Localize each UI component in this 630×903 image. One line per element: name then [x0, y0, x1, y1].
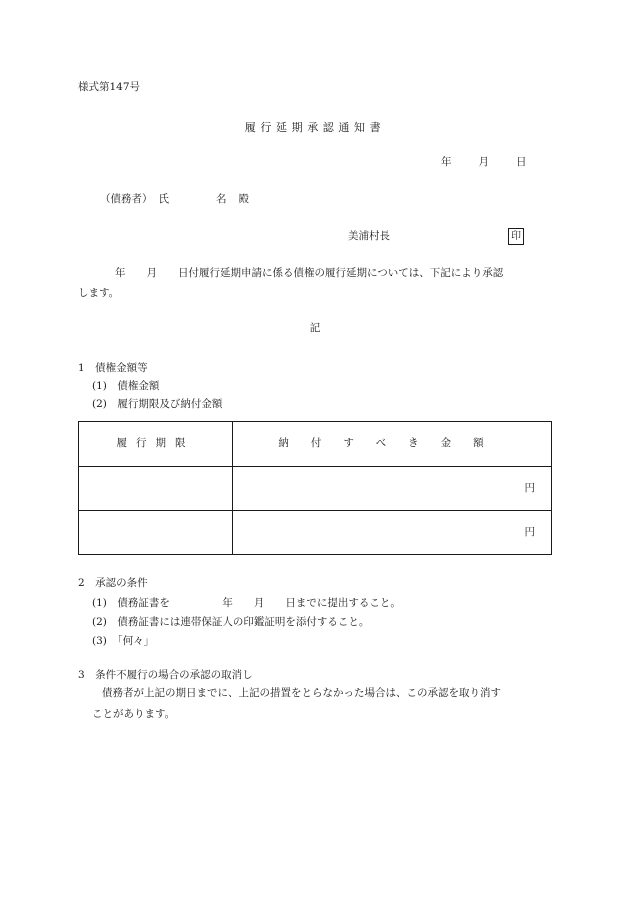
body-text-line-1: 年 月 日付履行延期申請に係る債権の履行延期については、下記により承認	[115, 267, 504, 279]
addressee-label: （債務者）	[100, 193, 153, 205]
body-text-line-2: します。	[78, 287, 120, 299]
date-day: 日	[516, 156, 527, 168]
table-header-deadline: 履行期限	[116, 437, 195, 449]
section-2-item-1: (1) 債務証書を 年 月 日までに提出すること。	[92, 597, 401, 609]
table-row-1-yen: 円	[524, 482, 535, 494]
table-header-amount: 納付すべき金額	[278, 437, 506, 449]
addressee-dono: 殿	[238, 193, 249, 205]
section-1-heading: 1 債権金額等	[78, 362, 148, 374]
seal-mark: 印	[508, 228, 524, 245]
addressee-line	[100, 194, 249, 205]
section-3-text-line-1: 債務者が上記の期日までに、上記の措置をとらなかった場合は、この承認を取り消す	[102, 687, 501, 699]
section-3-text-line-2: ことがあります。	[92, 708, 176, 720]
addressee-mei: 名	[216, 193, 227, 205]
ki-heading: 記	[309, 322, 321, 334]
date-year: 年	[441, 156, 452, 168]
document-title: 履行延期承認通知書	[244, 121, 386, 134]
section-2-item-3: (3) 「何々」	[92, 635, 155, 647]
issuer-name: 美浦村長	[348, 230, 390, 242]
section-2-heading: 2 承認の条件	[78, 577, 148, 589]
date-line	[441, 157, 527, 168]
table-row-2-yen: 円	[524, 526, 535, 538]
section-1-item-1: (1) 債権金額	[92, 380, 160, 392]
table-divider-row-1	[79, 466, 551, 467]
section-1-item-2: (2) 履行期限及び納付金額	[92, 398, 223, 410]
form-number: 様式第147号	[78, 81, 141, 93]
payment-schedule-table	[78, 421, 552, 555]
section-2-item-2: (2) 債務証書には連帯保証人の印鑑証明を添付すること。	[92, 616, 370, 628]
date-month: 月	[478, 156, 489, 168]
section-3-heading: 3 条件不履行の場合の承認の取消し	[78, 669, 253, 681]
table-divider-row-2	[79, 510, 551, 511]
addressee-shi: 氏	[158, 193, 169, 205]
